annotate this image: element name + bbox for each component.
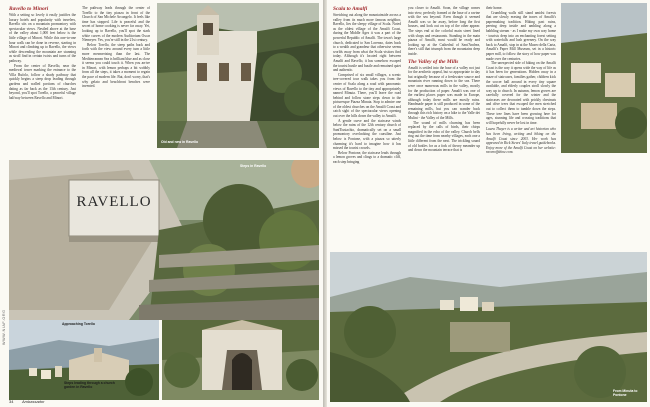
caption-approaching-torello: Approaching Torello xyxy=(62,322,95,326)
paragraph: From the center of Ravello, near the medieval tower marking the entrance to the Villa Rufolo, follow a shady pathway that quickly begins a steep drop leading through gardens and walled portions of churches dating as far back as the 13th century. Just beyond, you'll spot Torello, a peaceful village halfway between Ravello and Minori. xyxy=(9,63,76,100)
photo-terraced-village xyxy=(561,3,647,153)
paragraph: Below Pontone, the staircase leads through a lemon groves and clings to a dramatic cliff, each step bringing xyxy=(333,150,401,164)
right-page xyxy=(327,0,650,407)
caption-old-and-new-ravello: Old and new in Ravello xyxy=(161,140,199,144)
minuta-pontone-photo-art xyxy=(330,252,647,402)
paragraph: The unexpected side of hiking on the Amalfi Coast is the way it opens wide the way of life as it has been for generations. Hidden away in a maze of staircases, families gather, children kick the soccer ball around in every tiny square available, and elderly couples stroll slowly the way up to church. In autumn, lemon groves are carefully covered for the winter and the staircases are decorated with prickly chestnuts and olive trees that escaped the men stretched out to collect them to tumble down the steps. These tree lines have been growing here for ages, stunning life and crossing traditions that will hopefully never be lost in time. xyxy=(486,61,556,125)
heading-valley-of-the-mills: The Valley of the Mills xyxy=(408,58,459,65)
paragraph: The pathway leads through the center of Torello to the tiny piazza in front of the Church of San Michele Arcangelo. It feels like time has stopped. Life is peaceful and the secret of home cooking is never far away. Yet, looking up to Ravello, you'll spot the stark white curves of the modern Auditorium Oscar Niemeyer. Yes, you're still in the 21st century. xyxy=(82,6,150,43)
paragraph: Below Torello, the steep paths back and forth with the view around every turn a little more mesmerizing than the last. The Mediterranean Sea is brilliant blue and as close it seems you could touch it. When you arrive in Minori, with lemon perhaps a bit wobbly from all the steps, it takes a moment to regain the pace of modern life. But, don't worry, that's why gelato and beachfront benches were invented. xyxy=(82,42,150,89)
terraced-village-photo-art xyxy=(561,3,647,153)
page-number: 34 xyxy=(9,399,14,404)
caption-steps-church-garden: Steps leading through a church garden in Ravello xyxy=(64,381,115,389)
column-final xyxy=(486,6,556,155)
paragraph: Amalfi is settled into the base of a valley not just for the aesthetic appeal, but so appropriate to day but originally because of a freshwater source and mountain river running down to the sea. There were once numerous mills in the valley, mostly for the production of paper. Amalfi was one of the earliest places paper was made in Europe, although today these mills are mostly ruins. Handmade paper is still produced in some of the remaining mills, but you can wander back through this rich history on a hike to the Valle dei Mulini - the Valley of the Mills. xyxy=(408,65,480,121)
column-valley-of-the-mills xyxy=(408,6,480,153)
side-url: WWW.NIAF.ORG xyxy=(2,309,6,345)
paragraph: With a setting so lovely it easily justifies the luxury hotels and popularity with travelers, Ravello sits on a mountain promontory with spectacular views. Nestled above at the base of the valley about 1,000 feet below is the little village of Minori. While this one-to-one hour walk can be done in reverse, starting in Minori and climbing up to Ravello, the views while descending the mountain are stunning as stroll find in certain twists and turns of the pathway. xyxy=(9,13,76,63)
photo-steps-church-garden xyxy=(162,320,319,400)
heading-scala-to-amalfi: Scala to Amalfi xyxy=(333,6,368,12)
photo-old-and-new-ravello xyxy=(157,3,319,148)
column-ravello-to-minori xyxy=(9,6,76,100)
paragraph: Stretching out along the mountainside across a valley from its much more famous neighbor, Ravello, lies the sleepy village of Scala. Noted as the oldest village of the Amalfi Coast, during the Middle Ages it was a part of the powerful Republic of Amalfi. The town's large church, dedicated to San Lorenzo, dates back to a wealth and grandeur that otherwise seems worlds away from what the Scala visitors find today. Although it's located right between Amalfi and Ravello, it has somehow escaped the tourist hustle and bustle and remained quiet and authentic. xyxy=(333,13,401,73)
caption-minuta-to-pontone: From Minuta to Pontone xyxy=(613,389,638,397)
ravello-church-photo-art xyxy=(157,3,319,148)
paragraph: The sound of mills churning has been replaced by the calls of birds, their chirps magnified in the echo of the valley. Church bells ring out the time from nearby villages, each one a little different from the next. The trickling sound of old bottles for as a fork of theory meander up and down the mountain terrace that is xyxy=(408,120,480,153)
paragraph: Crumbling walls still stand amidst forests that are slowly erasing the traces of Amalfi's papermaking tradition. Hiking past ruins, peering deep inside and ambling along a babbling stream - as I make my own way home - tourists deep into an enchanting forest setting with waterfalls and lush greenery. On the way back to Amalfi, stop in at the Museo della Carta, Amalfi's Paper Mill Museum, set in a historic paper mill, to follow the story of how paper was made over the centuries. xyxy=(486,10,556,61)
caption-steps-in-ravello: Steps in Ravello xyxy=(240,164,267,168)
paragraph: their home. xyxy=(486,6,503,10)
photo-steps-in-ravello xyxy=(9,160,319,320)
heading-ravello-to-minori: Ravello to Minori xyxy=(9,6,49,12)
ravello-steps-photo-art xyxy=(9,160,319,320)
church-garden-photo-art xyxy=(162,320,319,400)
column-torello xyxy=(82,6,150,89)
paragraph: A gentle curve and the staircase winds below the ruins of the 12th century church of Sant'Eustachio, dramatically set on a small promontory overlooking the coastline. Just below is Pontone, with a piazza so utterly charming it's hard to imagine how it has missed the tourist crowds. xyxy=(333,118,401,151)
ravello-sign: RAVELLO xyxy=(76,194,152,210)
author-note: Laura Thayer is a writer and art historian who has been living, writing and hiking on the Amalfi Coast since 2003. Her work has appeared in Rick Steves' Italy travel guidebooks. Enjoy more of the Amalfi Coast on her website: ravenoffshine.com. xyxy=(486,127,556,155)
left-page xyxy=(0,0,323,407)
magazine-name: Ambassador xyxy=(22,399,45,404)
photo-minuta-to-pontone xyxy=(330,252,647,402)
column-scala-to-amalfi xyxy=(333,6,401,165)
paragraph: you closer to Amalfi. Soon, the village comes into view, perfectly framed at the base of a ravine with the sea beyond. Even though it seemed Amalfi was so far away, before long the first houses, and look out on top of the other appear. The steps end at the colorful main street lined with shops and restaurants. Standing in the main piazza of Amalfi, most would be ready and looking up at the Cathedral of Sant'Andrea, there's still that triumph from the mountains deep inside. xyxy=(408,6,480,56)
paragraph: Comprised of six small villages, a scenic tree-covered tour walk takes you from the center of Scala along a road with panoramic views of Ravello to the tiny and appropriately named Minuta. There, you'll leave the road behind and follow stone steps down to the picturesque Piazza Minuta. Stop to admire one of the oldest churches on the Amalfi Coast and catch sight of the spectacular views opening out over the hills down the valley to Amalfi. xyxy=(333,72,401,119)
